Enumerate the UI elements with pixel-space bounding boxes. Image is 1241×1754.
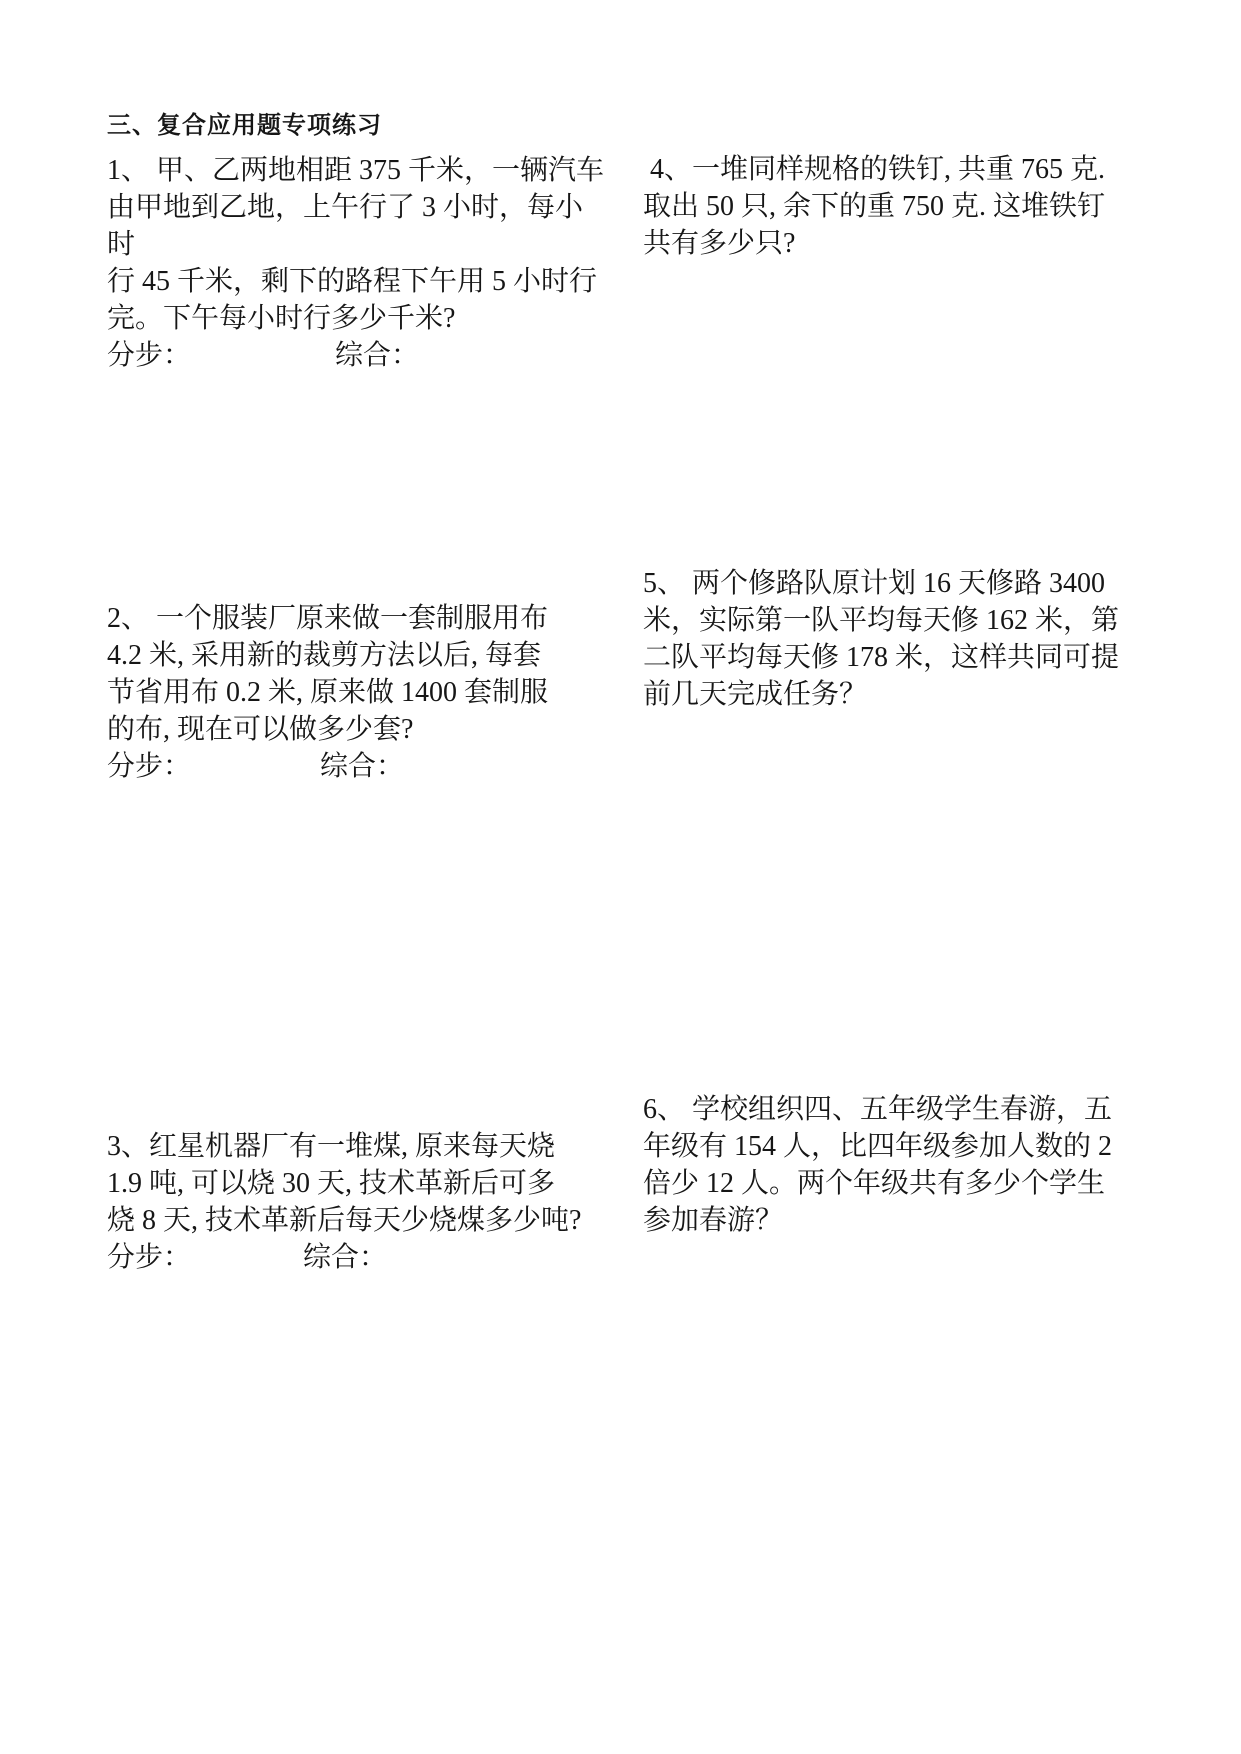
- problem-1: [107, 152, 607, 374]
- problem-5-line-2: 米，实际第一队平均每天修 162 米，第: [643, 605, 1120, 636]
- problem-2-line-3: 节省用布 0.2 米, 原来做 1400 套制服: [107, 677, 549, 708]
- problem-3-line-1: 3、红星机器厂有一堆煤, 原来每天烧: [107, 1131, 556, 1162]
- problem-2-answer-labels: [107, 748, 607, 785]
- problem-1-answer-labels: [107, 337, 607, 374]
- problem-2: [107, 600, 607, 785]
- problem-6: [643, 1091, 1143, 1239]
- problem-2-line-4: 的布, 现在可以做多少套?: [107, 714, 414, 745]
- problem-6-line-2: 年级有 154 人，比四年级参加人数的 2: [643, 1131, 1113, 1162]
- problem-6-line-1: 6、 学校组织四、五年级学生春游，五: [643, 1094, 1113, 1125]
- problem-2-line-2: 4.2 米, 采用新的裁剪方法以后, 每套: [107, 640, 542, 671]
- problem-5: [643, 565, 1143, 713]
- problem-1-line-2: 由甲地到乙地，上午行了 3 小时，每小时: [107, 192, 584, 260]
- problem-2-line-1: 2、 一个服装厂原来做一套制服用布: [107, 603, 549, 634]
- combined-expression-label: 综合：: [320, 751, 405, 782]
- combined-expression-label: 综合：: [335, 340, 420, 371]
- worksheet-title: 三、复合应用题专项练习: [107, 112, 382, 139]
- problem-5-line-1: 5、 两个修路队原计划 16 天修路 3400: [643, 568, 1106, 599]
- problem-4-line-1: 4、一堆同样规格的铁钉, 共重 765 克.: [643, 154, 1106, 185]
- step-by-step-label: 分步：: [107, 1242, 192, 1273]
- combined-expression-label: 综合：: [303, 1242, 388, 1273]
- problem-5-line-3: 二队平均每天修 178 米，这样共同可提: [643, 642, 1120, 673]
- problem-3-line-2: 1.9 吨, 可以烧 30 天, 技术革新后可多: [107, 1168, 556, 1199]
- problem-3-answer-labels: [107, 1239, 607, 1276]
- problem-1-line-1: 1、 甲、乙两地相距 375 千米，一辆汽车: [107, 155, 605, 186]
- problem-3: [107, 1128, 607, 1276]
- problem-6-line-3: 倍少 12 人。两个年级共有多少个学生: [643, 1168, 1106, 1199]
- problem-1-line-4: 完。下午每小时行多少千米?: [107, 303, 456, 334]
- step-by-step-label: 分步：: [107, 340, 192, 371]
- problem-5-line-4: 前几天完成任务？: [643, 679, 868, 710]
- problem-4-line-2: 取出 50 只, 余下的重 750 克. 这堆铁钉: [643, 191, 1106, 222]
- problem-3-line-3: 烧 8 天, 技术革新后每天少烧煤多少吨?: [107, 1205, 582, 1236]
- problem-4: [643, 151, 1143, 262]
- step-by-step-label: 分步：: [107, 751, 192, 782]
- problem-1-line-3: 行 45 千米，剩下的路程下午用 5 小时行: [107, 266, 598, 297]
- problem-4-line-3: 共有多少只?: [643, 228, 796, 259]
- problem-6-line-4: 参加春游？: [643, 1205, 784, 1236]
